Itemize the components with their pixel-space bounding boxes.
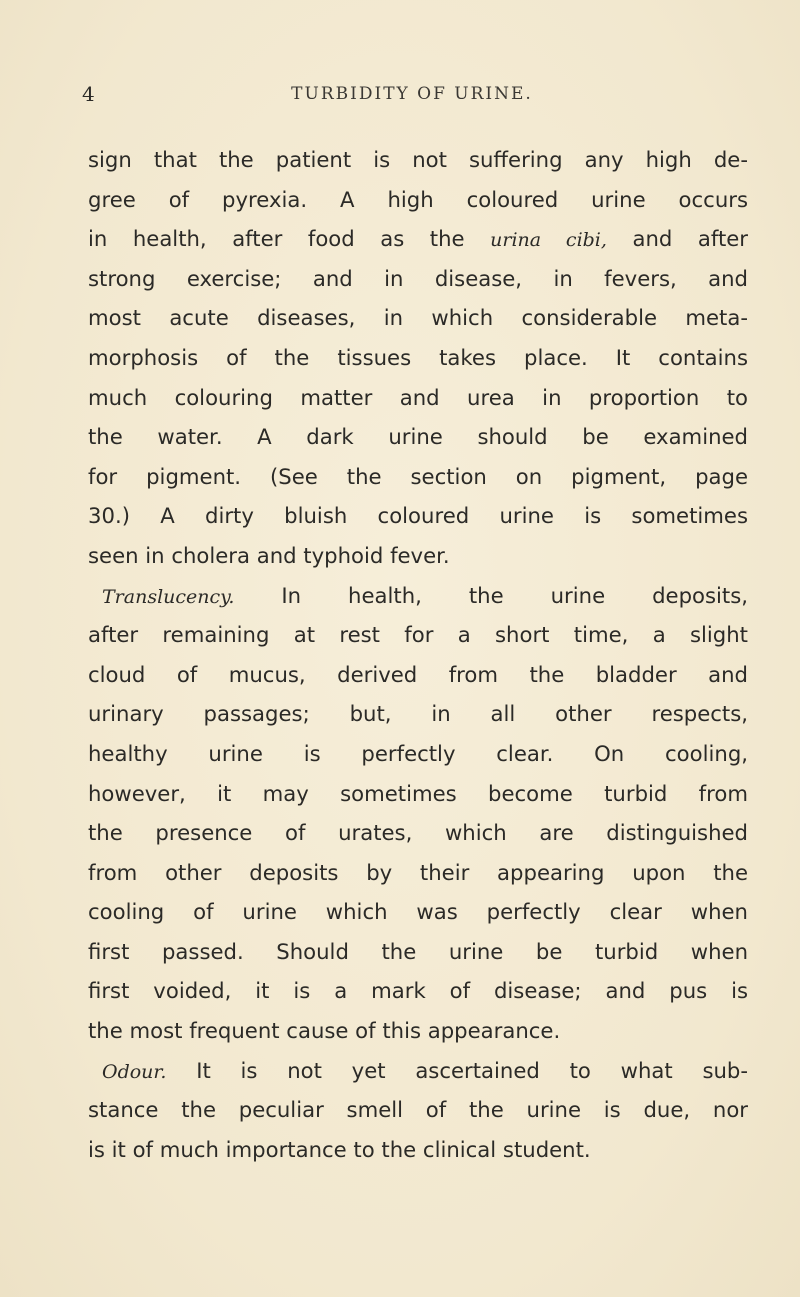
text-line: the presence of urates, which are distinguished (88, 820, 748, 846)
text-line: cloud of mucus, derived from the bladder and (88, 661, 748, 687)
text-line: much colouring matter and urea in proportion to (88, 384, 748, 410)
text-line: Odour. It is not yet ascertained to what sub- (102, 1057, 748, 1083)
text-line: first passed. Should the urine be turbid when (88, 938, 748, 964)
text-line: stance the peculiar smell of the urine is due, nor (88, 1097, 748, 1123)
page-number: 4 (82, 82, 95, 106)
text-line: however, it may sometimes become turbid from (88, 780, 748, 806)
text-line: cooling of urine which was perfectly clear when (88, 899, 748, 925)
text-line: the water. A dark urine should be examined (88, 424, 748, 450)
text-line: healthy urine is perfectly clear. On cooling, (88, 740, 748, 766)
latin-term: urina cibi, (490, 229, 607, 252)
text-line: strong exercise; and in disease, in fevers, and (88, 265, 748, 291)
text-line: after remaining at rest for a short time, a slight (88, 622, 748, 648)
text-line: 30.) A dirty bluish coloured urine is sometimes (88, 503, 748, 529)
body-text (88, 140, 748, 1169)
text-line: in health, after food as the urina cibi, and after (88, 226, 749, 252)
section-heading-translucency: Translucency. (102, 585, 235, 608)
text-line: seen in cholera and typhoid fever. (88, 542, 450, 568)
text-line: for pigment. (See the section on pigment, page (88, 463, 748, 489)
text-line: Translucency. In health, the urine deposits, (102, 582, 748, 608)
text-line: most acute diseases, in which considerable meta- (88, 305, 748, 331)
running-head: TURBIDITY OF URINE. (291, 84, 533, 104)
text-line: urinary passages; but, in all other respects, (88, 701, 748, 727)
text-line: gree of pyrexia. A high coloured urine occurs (88, 186, 748, 212)
text-line: is it of much importance to the clinical student. (88, 1136, 591, 1162)
text-line: from other deposits by their appearing upon the (88, 859, 748, 885)
text-line: the most frequent cause of this appearance. (88, 1018, 561, 1044)
text-line: morphosis of the tissues takes place. It contains (88, 344, 748, 370)
page-header (82, 82, 742, 112)
text-line: first voided, it is a mark of disease; and pus is (88, 978, 748, 1004)
section-heading-odour: Odour. (102, 1060, 167, 1083)
text-line: sign that the patient is not suffering any high de- (88, 147, 748, 172)
